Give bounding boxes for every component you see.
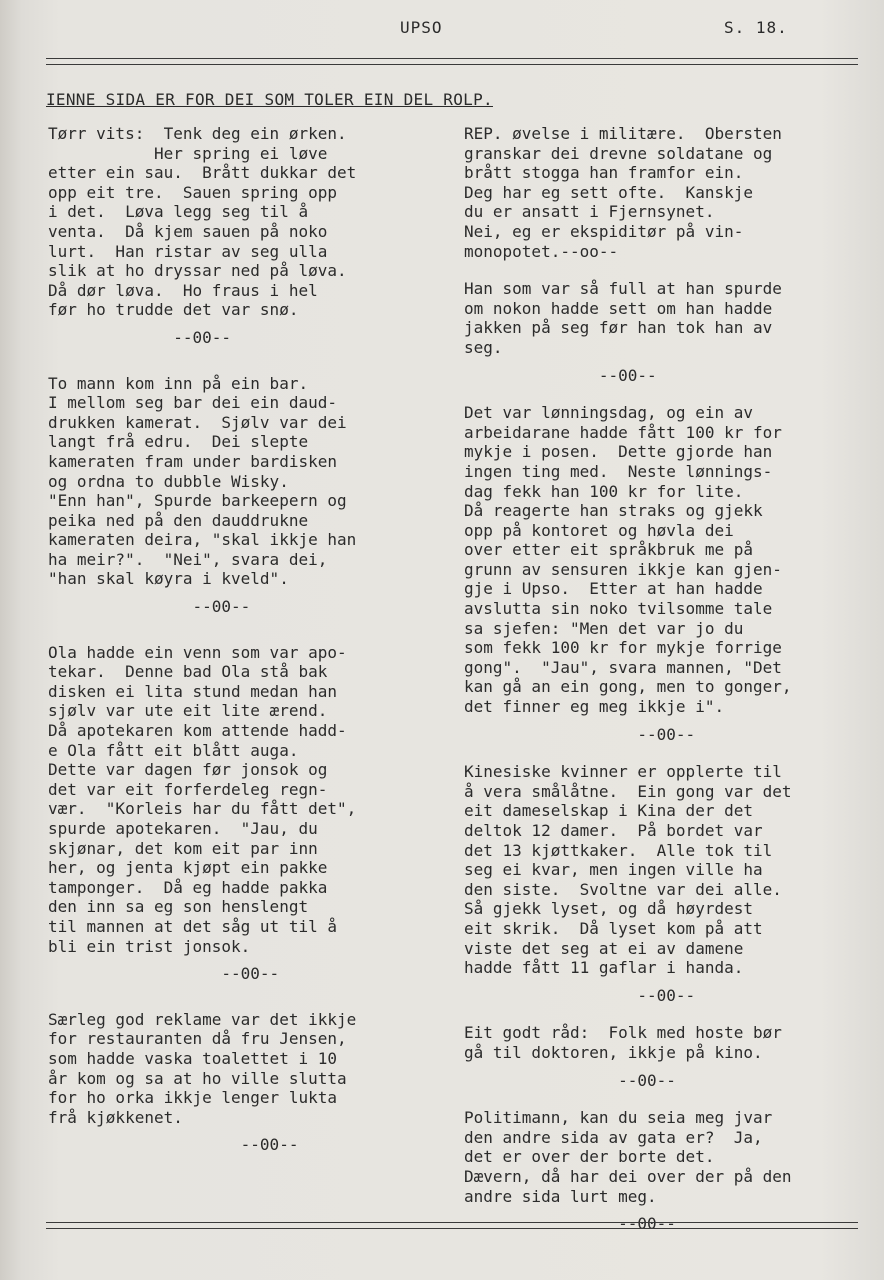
text-line: To mann kom inn på ein bar.	[48, 373, 309, 393]
text-line: gong". "Jau", svara mannen, "Det	[464, 657, 782, 677]
text-line: her, og jenta kjøpt ein pakke	[48, 858, 328, 878]
article-separator: --00--	[48, 597, 251, 617]
text-line: eit skrik. Då lyset kom på att	[464, 918, 763, 938]
text-line: Her spring ei løve	[48, 143, 328, 163]
text-line: kameraten fram under bardisken	[48, 451, 337, 471]
text-line: Tørr vits: Tenk deg ein ørken.	[48, 124, 347, 143]
text-line: langt frå edru. Dei slepte	[48, 432, 309, 452]
text-line: venta. Då kjem sauen på noko	[48, 221, 328, 241]
text-line: "han skal køyra i kveld".	[48, 569, 289, 589]
text-line: jakken på seg før han tok han av	[464, 318, 773, 338]
text-line: e Ola fått eit blått auga.	[48, 740, 299, 760]
text-line: andre sida lurt meg.	[464, 1186, 657, 1206]
text-line: sjølv var ute eit lite ærend.	[48, 701, 328, 721]
text-line: det finner eg meg ikkje i".	[464, 697, 725, 717]
article	[464, 762, 864, 1005]
text-line: opp på kontoret og høvla dei	[464, 520, 734, 540]
text-line: Dette var dagen før jonsok og	[48, 760, 328, 780]
text-line: den siste. Svoltne var dei alle.	[464, 879, 782, 899]
text-line: seg ei kvar, men ingen ville ha	[464, 860, 763, 880]
article	[48, 374, 443, 617]
text-line: tamponger. Då eg hadde pakka	[48, 877, 328, 897]
text-line: for ho orka ikkje lenger lukta	[48, 1088, 337, 1108]
text-line: Særleg god reklame var det ikkje	[48, 1009, 357, 1029]
article	[464, 1023, 864, 1090]
text-line: brått stogga han framfor ein.	[464, 163, 744, 183]
text-line: REP. øvelse i militære. Obersten	[464, 124, 782, 143]
text-line: I mellom seg bar dei ein daud-	[48, 393, 337, 413]
left-column	[48, 124, 443, 1173]
text-line: viste det seg at ei av damene	[464, 938, 744, 958]
text-line: eit dameselskap i Kina der det	[464, 801, 753, 821]
text-line: det er over der borte det.	[464, 1147, 715, 1167]
text-line: Ola hadde ein venn som var apo-	[48, 642, 347, 662]
text-line: til mannen at det såg ut til å	[48, 916, 337, 936]
article	[48, 643, 443, 984]
text-line: ingen ting med. Neste lønnings-	[464, 461, 773, 481]
text-line: grunn av sensuren ikkje kan gjen-	[464, 559, 782, 579]
article	[48, 1010, 443, 1155]
text-line: år kom og sa at ho ville slutta	[48, 1068, 347, 1088]
text-line: Då dør løva. Ho fraus i hel	[48, 280, 318, 300]
text-line: før ho trudde det var snø.	[48, 300, 299, 320]
text-line: over etter eit språkbruk me på	[464, 540, 753, 560]
text-line: å vera smålåtne. Ein gong var det	[464, 781, 792, 801]
article-separator: --00--	[464, 1070, 676, 1090]
article-separator: --00--	[464, 1214, 676, 1234]
text-line: for restauranten då fru Jensen,	[48, 1029, 347, 1049]
text-line: og ordna to dubble Wisky.	[48, 471, 289, 491]
text-line: sa sjefen: "Men det var jo du	[464, 618, 744, 638]
text-line: som hadde vaska toalettet i 10	[48, 1048, 337, 1068]
article	[464, 124, 864, 261]
text-line: skjønar, det kom eit par inn	[48, 838, 318, 858]
text-line: Dævern, då har dei over der på den	[464, 1166, 792, 1186]
article	[464, 403, 864, 744]
text-line: lurt. Han ristar av seg ulla	[48, 241, 328, 261]
text-line: kameraten deira, "skal ikkje han	[48, 530, 357, 550]
text-line: Det var lønningsdag, og ein av	[464, 403, 753, 423]
text-line: bli ein trist jonsok.	[48, 936, 251, 956]
text-line: den inn sa eg son henslengt	[48, 897, 309, 917]
text-line: Kinesiske kvinner er opplerte til	[464, 762, 782, 782]
bottom-rule	[46, 1222, 858, 1229]
text-line: etter ein sau. Brått dukkar det	[48, 163, 357, 183]
text-line: "Enn han", Spurde barkeepern og	[48, 491, 347, 511]
text-line: du er ansatt i Fjernsynet.	[464, 202, 715, 222]
article-separator: --00--	[48, 964, 280, 984]
article	[464, 279, 864, 385]
article	[464, 1108, 864, 1234]
text-line: peika ned på den dauddrukne	[48, 510, 309, 530]
section-banner: IENNE SIDA ER FOR DEI SOM TOLER EIN DEL ROLP.	[46, 90, 493, 109]
text-line: som fekk 100 kr for mykje forrige	[464, 638, 782, 658]
page-title: UPSO	[400, 18, 443, 37]
text-line: gje i Upso. Etter at han hadde	[464, 579, 763, 599]
text-line: den andre sida av gata er? Ja,	[464, 1127, 763, 1147]
text-line: Politimann, kan du seia meg jvar	[464, 1108, 773, 1128]
article-separator: --00--	[48, 1135, 299, 1155]
text-line: Så gjekk lyset, og då høyrdest	[464, 899, 753, 919]
text-line: frå kjøkkenet.	[48, 1107, 183, 1127]
text-line: dag fekk han 100 kr for lite.	[464, 481, 744, 501]
text-line: kan gå an ein gong, men to gonger,	[464, 677, 792, 697]
text-line: opp eit tre. Sauen spring opp	[48, 182, 337, 202]
text-line: det 13 kjøttkaker. Alle tok til	[464, 840, 773, 860]
top-rule	[46, 58, 858, 65]
right-column	[464, 124, 864, 1252]
text-line: om nokon hadde sett om han hadde	[464, 298, 773, 318]
text-line: hadde fått 11 gaflar i handa.	[464, 958, 744, 978]
article-separator: --00--	[464, 724, 696, 744]
text-line: disken ei lita stund medan han	[48, 681, 337, 701]
text-line: Då apotekaren kom attende hadd-	[48, 721, 347, 741]
text-line: seg.	[464, 337, 503, 357]
text-line: vær. "Korleis har du fått det",	[48, 799, 357, 819]
article-separator: --00--	[48, 327, 232, 347]
text-line: gå til doktoren, ikkje på kino.	[464, 1042, 763, 1062]
text-line: det var eit forferdeleg regn-	[48, 779, 328, 799]
text-line: drukken kamerat. Sjølv var dei	[48, 412, 347, 432]
text-line: granskar dei drevne soldatane og	[464, 143, 773, 163]
text-line: ha meir?". "Nei", svara dei,	[48, 549, 328, 569]
article-separator: --00--	[464, 365, 657, 385]
page-number: S. 18.	[724, 18, 788, 37]
text-line: Eit godt råd: Folk med hoste bør	[464, 1023, 782, 1043]
text-line: avslutta sin noko tvilsomme tale	[464, 599, 773, 619]
text-line: mykje i posen. Dette gjorde han	[464, 442, 773, 462]
text-line: Nei, eg er ekspiditør på vin-	[464, 221, 744, 241]
article	[48, 124, 443, 348]
text-line: deltok 12 damer. På bordet var	[464, 821, 763, 840]
text-line: monopotet.--oo--	[464, 241, 619, 261]
article-separator: --00--	[464, 985, 696, 1005]
text-line: Deg har eg sett ofte. Kanskje	[464, 182, 753, 202]
text-line: Då reagerte han straks og gjekk	[464, 501, 763, 521]
text-line: arbeidarane hadde fått 100 kr for	[464, 422, 782, 442]
text-line: tekar. Denne bad Ola stå bak	[48, 662, 328, 682]
text-line: i det. Løva legg seg til å	[48, 202, 309, 222]
text-line: Han som var så full at han spurde	[464, 279, 782, 299]
text-line: spurde apotekaren. "Jau, du	[48, 819, 318, 838]
text-line: slik at ho dryssar ned på løva.	[48, 261, 347, 281]
